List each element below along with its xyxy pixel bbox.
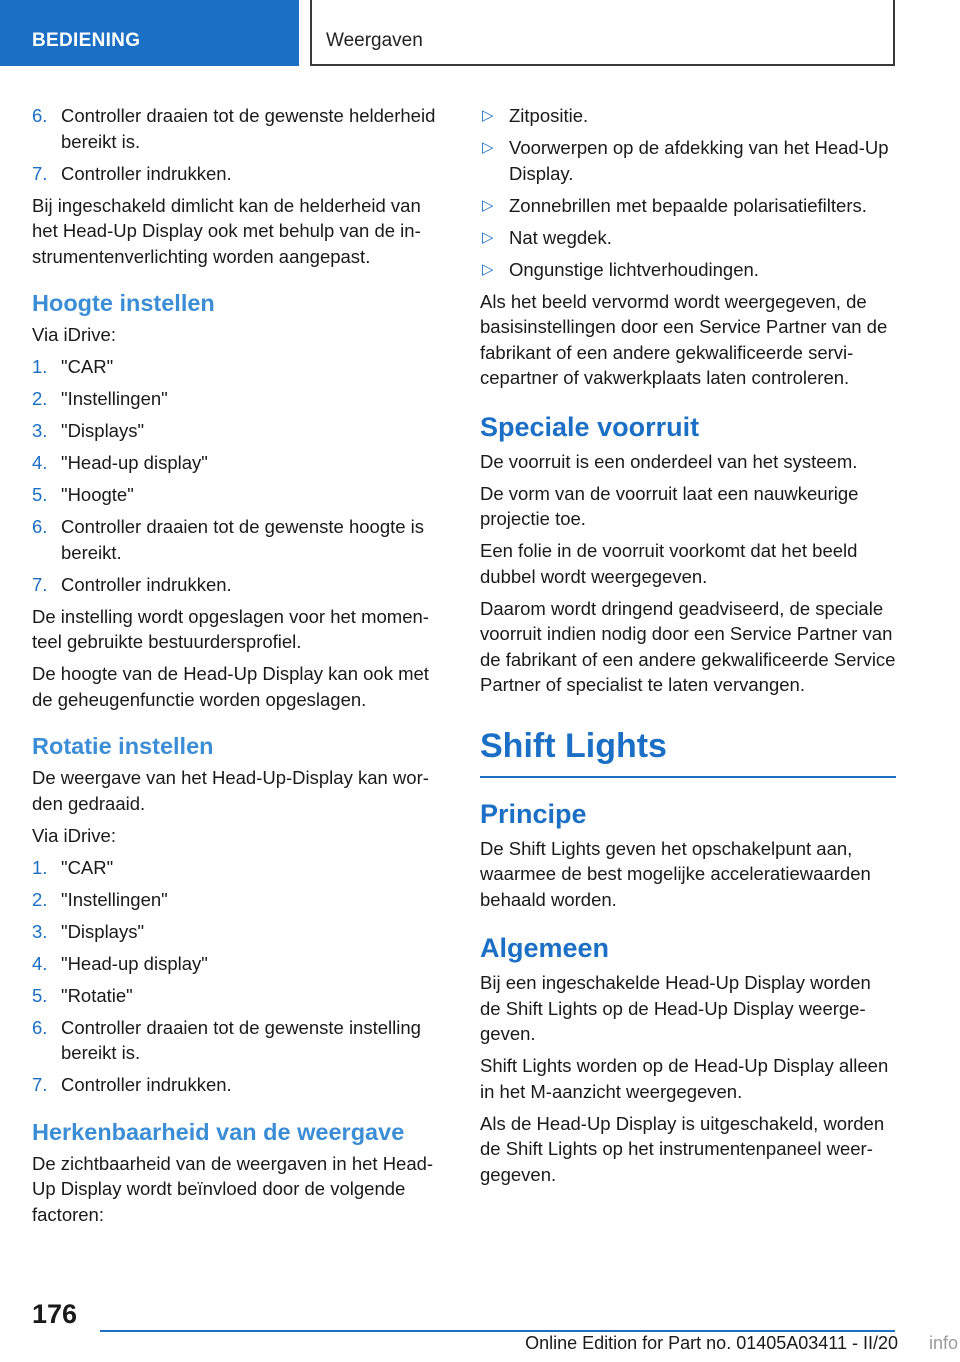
paragraph: Via iDrive: <box>32 824 116 846</box>
triangle-bullet-icon: ▷ <box>482 139 494 156</box>
step-text: "Head-up display" <box>61 452 208 473</box>
list-item <box>480 103 896 129</box>
paragraph: Bij een ingeschakelde Head-Up Display worden de Shift Lights op de Head-Up Display weergegeven. <box>480 972 871 1044</box>
list-item <box>32 161 448 187</box>
list-item <box>480 225 896 251</box>
step-text: Controller draaien tot de gewenste hoogte is bereikt. <box>61 516 425 563</box>
paragraph: Een folie in de voorruit voorkomt dat het beeld dubbel wordt weergegeven. <box>480 540 858 587</box>
step-number: 2. <box>32 388 48 409</box>
factor-text: Nat wegdek. <box>509 226 612 248</box>
paragraph: De hoogte van de Head-Up Display kan ook met de geheugenfunctie worden opgeslagen. <box>32 663 429 710</box>
list-item <box>32 919 448 945</box>
list-item <box>32 450 448 476</box>
step-text: "CAR" <box>61 856 114 878</box>
watermark-text: info <box>928 1333 958 1353</box>
paragraph: Bij ingeschakeld dimlicht kan de helderheid van het Head-Up Display ook met behulp van de instrumentenverlichting worden aangepast. <box>32 194 421 267</box>
right-column <box>480 103 896 1194</box>
step-text: Controller draaien tot de gewenste helderheid bereikt is. <box>61 105 436 152</box>
list-item <box>32 418 448 444</box>
list-item <box>32 103 448 154</box>
chapter-header <box>310 0 895 66</box>
list-item <box>32 951 448 977</box>
step-text: Controller indrukken. <box>61 573 232 595</box>
step-text: Controller indrukken. <box>61 162 232 184</box>
step-number: 6. <box>32 1016 48 1038</box>
list-item <box>32 354 448 380</box>
step-number: 3. <box>32 920 48 942</box>
chapter-title: Weergaven <box>326 30 423 51</box>
paragraph: Als het beeld vervormd wordt weergegeven, de basisinstellingen door een Service Partner van de fabrikant of een andere gekwalificeerde servicepartner of vakwerkplaats laten controleren. <box>480 290 888 388</box>
section-heading: Algemeen <box>480 933 610 963</box>
page-number: 176 <box>32 1299 78 1329</box>
list-item <box>32 572 448 598</box>
factor-text: Zitpositie. <box>509 105 589 126</box>
section-heading: Principe <box>480 798 587 829</box>
section-heading: Speciale voorruit <box>480 411 700 442</box>
step-number: 7. <box>32 162 48 184</box>
section-tab <box>0 0 299 66</box>
triangle-bullet-icon: ▷ <box>482 107 494 124</box>
paragraph: Shift Lights worden op de Head-Up Display alleen in het M-aanzicht weergegeven. <box>480 1055 889 1102</box>
factor-text: Zonnebrillen met bepaalde polarisatiefilters. <box>509 194 867 216</box>
list-item <box>480 193 896 219</box>
step-text: Controller indrukken. <box>61 1074 232 1095</box>
edition-text: Online Edition for Part no. 01405A03411 - II/20 <box>525 1333 898 1353</box>
step-number: 7. <box>32 1074 48 1095</box>
paragraph: Via iDrive: <box>32 324 116 345</box>
step-number: 1. <box>32 856 48 878</box>
paragraph: De instelling wordt opgeslagen voor het momenteel gebruikte bestuurdersprofiel. <box>32 605 429 652</box>
step-number: 2. <box>32 888 48 910</box>
step-number: 1. <box>32 356 48 377</box>
step-number: 3. <box>32 420 48 441</box>
step-number: 6. <box>32 105 48 126</box>
step-number: 7. <box>32 573 48 595</box>
factor-text: Ongunstige lichtverhoudingen. <box>509 258 759 280</box>
step-number: 4. <box>32 952 48 974</box>
list-item <box>32 887 448 913</box>
triangle-bullet-icon: ▷ <box>482 260 494 278</box>
step-text: "Hoogte" <box>61 484 134 505</box>
paragraph: De weergave van het Head-Up-Display kan worden gedraaid. <box>32 767 429 814</box>
paragraph: De Shift Lights geven het opschakelpunt aan, waarmee de best mogelijke acceleratiewaarden behaald worden. <box>480 837 871 910</box>
left-column <box>32 103 448 1234</box>
step-number: 6. <box>32 516 48 537</box>
list-item <box>32 386 448 412</box>
triangle-bullet-icon: ▷ <box>482 228 494 246</box>
section-heading: Rotatie instellen <box>32 733 214 759</box>
step-text: "Instellingen" <box>61 888 168 910</box>
step-number: 4. <box>32 452 48 473</box>
footer-divider <box>100 1330 895 1332</box>
list-item <box>480 257 896 283</box>
chapter-heading: Shift Lights <box>480 726 896 778</box>
triangle-bullet-icon: ▷ <box>482 196 494 214</box>
list-item <box>32 855 448 881</box>
step-text: "Displays" <box>61 920 145 942</box>
step-number: 5. <box>32 484 48 505</box>
step-text: "Rotatie" <box>61 984 133 1006</box>
step-text: "Displays" <box>61 420 145 441</box>
list-item <box>32 1015 448 1066</box>
list-item <box>32 983 448 1009</box>
paragraph: De zichtbaarheid van de weergaven in het Head-Up Display wordt beïnvloed door de volgende factoren: <box>32 1152 434 1225</box>
step-text: "Instellingen" <box>61 388 168 409</box>
factor-text: Voorwerpen op de afdekking van het Head-Up Display. <box>509 137 889 184</box>
step-text: Controller draaien tot de gewenste instelling bereikt is. <box>61 1016 421 1063</box>
step-text: "Head-up display" <box>61 952 208 974</box>
list-item <box>480 135 896 186</box>
section-heading: Herkenbaarheid van de weergave <box>32 1118 405 1145</box>
step-text: "CAR" <box>61 356 114 377</box>
section-label: BEDIENING <box>32 30 141 51</box>
paragraph: De voorruit is een onderdeel van het systeem. <box>480 450 858 472</box>
paragraph: De vorm van de voorruit laat een nauwkeurige projectie toe. <box>480 482 859 529</box>
list-item <box>32 1072 448 1098</box>
section-heading: Hoogte instellen <box>32 290 215 316</box>
paragraph: Als de Head-Up Display is uitgeschakeld, worden de Shift Lights op het instrumentenpaneel weergegeven. <box>480 1112 885 1185</box>
list-item <box>32 482 448 508</box>
list-item <box>32 514 448 565</box>
paragraph: Daarom wordt dringend geadviseerd, de speciale voorruit indien nodig door een Service Partner van de fabrikant of een andere gekwalificeerde Service Partner of specialist te laten vervangen. <box>480 597 896 695</box>
step-number: 5. <box>32 984 48 1006</box>
